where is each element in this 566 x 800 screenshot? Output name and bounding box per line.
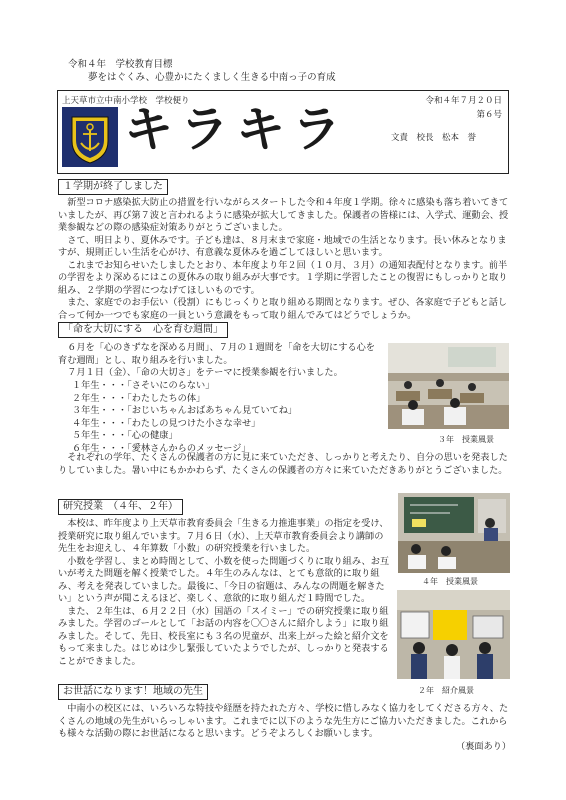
list-item: ２年生・・・「わたしたちの体」 xyxy=(72,392,206,404)
list-item: ４年生・・・「わたしの見つけた小さな幸せ」 xyxy=(72,417,261,429)
paragraph: 新型コロナ感染拡大防止の措置を行いながらスタートした令和４年度１学期。徐々に感染も落ち着いてきていましたが、再び第７波と言われるように感染が拡大してきました。保護者の皆様には、入学式、運動会、授業参観などの際の感染症対策ありがとうございました。 xyxy=(58,197,509,233)
list-item: ６年生・・・「愛林さんからのメッセージ」 xyxy=(72,442,251,454)
masthead-rule xyxy=(57,173,509,174)
photo-grade4-lesson xyxy=(398,493,510,573)
paragraph: 小数を学習し、まとめ時間として、小数を使った問題づくりに取り組み、お互いが考えた問題を解く授業でした。４年生のみんなは、とても意欲的に取り組み、考えを発表していました。最後に、「今日の宿題は、みんなの問題を解きたい」という声が聞こえるほど、楽しく、意欲的に取り組んだ１時間でした。 xyxy=(58,555,390,604)
photo-caption: ４年 授業風景 xyxy=(422,577,478,586)
section-research-lesson-body xyxy=(58,518,392,668)
photo-caption: ３年 授業風景 xyxy=(438,435,494,444)
issue-number: 第６号 xyxy=(476,110,502,120)
paragraph: それぞれの学年、たくさんの保護者の方に見に来ていただき、しっかりと考えたり、自分の思いを発表したりしていました。暑い中にもかかわらず、たくさんの保護者の方々に来ていただきありがとうございました。 xyxy=(58,452,508,476)
school-name: 上天草市立中南小学校 学校便り xyxy=(62,96,190,106)
newsletter-title: キラキラ xyxy=(124,101,349,158)
list-item: １年生・・・「さそいにのらない」 xyxy=(72,380,215,391)
paragraph: また、家庭でのお手伝い（役割）にもじっくりと取り組める期間となります。ぜひ、各家庭で子どもと話し合って何か一つでも家庭の一員という意識をもって取り組んでみてはどうでしょうか。 xyxy=(58,297,508,321)
paragraph: 中南小の校区には、いろいろな特技や経歴を持たれた方々、学校に惜しみなく協力をしてくださる方々、たくさんの地域の先生がいらっしゃいます。これまでに以下のような先生方にご協力いただきました。これからも様々な活動の際にお世話になると思います。どうぞよろしくお願いします。 xyxy=(58,703,509,739)
back-page-note: （裏面あり） xyxy=(456,741,512,752)
masthead xyxy=(57,90,509,173)
photo-caption: ２年 紹介風景 xyxy=(418,686,474,695)
school-emblem-anchor-icon xyxy=(62,107,118,167)
section-community-teachers-body xyxy=(58,703,510,741)
section-life-week-outro xyxy=(58,452,510,477)
editor-credit: 文責 校長 松本 誉 xyxy=(391,133,477,143)
school-goal-text: 夢をはぐくみ、心豊かにたくましく生きる中南っ子の育成 xyxy=(88,72,336,83)
section-heading-research-lesson: 研究授業 （４年、２年） xyxy=(58,499,183,515)
paragraph: これまでお知らせいたしましたとおり、本年度より年２回（１０月、３月）の通知表配付となります。前半の学習をより深めるにはこの夏休みの取り組みが大事です。１学期に学習したことの復習にもしっかりと取り組み、２学期の学習につなげてほしいものです。 xyxy=(58,259,508,296)
grade-topic-list xyxy=(72,380,382,455)
section-heading-term-end: １学期が終了しました xyxy=(58,179,168,195)
section-term-end-body xyxy=(58,197,510,322)
section-heading-life-week: 「命を大切にする 心を育む週間」 xyxy=(58,322,228,338)
photo-grade3-class xyxy=(388,343,509,429)
school-goal-label: 令和４年 学校教育目標 xyxy=(68,59,173,70)
paragraph: さて、明日より、夏休みです。子ども達は、８月末まで家庭・地域での生活となります。長い休みとなりますが、規則正しい生活を心がけ、有意義な夏休みを過ごしてほしいと思います。 xyxy=(58,234,507,258)
issue-date: 令和４年７月２０日 xyxy=(425,96,502,106)
photo-grade2-presentation xyxy=(397,590,510,679)
paragraph: ７月１日（金）、「命の大切さ」をテーマに授業参観を行いました。 xyxy=(67,367,343,378)
paragraph: 本校は、昨年度より上天草市教育委員会「生きる力推進事業」の指定を受け、授業研究に取り組んでいます。７月６日（水）、上天草市教育委員会より講師の先生をお迎えし、４年算数「小数」の研究授業を行いました。 xyxy=(58,518,389,554)
paragraph: また、２年生は、６月２２日（水）国語の「スイミー」での研究授業に取り組みました。学習のゴールとして「お話の内容を〇〇さんに紹介しよう」に取り組みました。そして、先日、校長室にも３名の児童が、出来上がった絵と紹介文をもって来ました。はじめは少し緊張していたようでしたが、しっかりと発表することができました。 xyxy=(58,605,389,667)
section-life-week-intro xyxy=(58,342,384,380)
list-item: ５年生・・・「心の健康」 xyxy=(72,430,178,441)
paragraph: ６月を「心のきずなを深める月間」、７月の１週間を「命を大切にする心を育む週間」とし、取り組みを行いました。 xyxy=(58,342,375,366)
list-item: ３年生・・・「おじいちゃんおばあちゃん見ていてね」 xyxy=(72,405,298,416)
section-heading-community-teachers: お世話になります！地域の先生 xyxy=(58,684,208,700)
